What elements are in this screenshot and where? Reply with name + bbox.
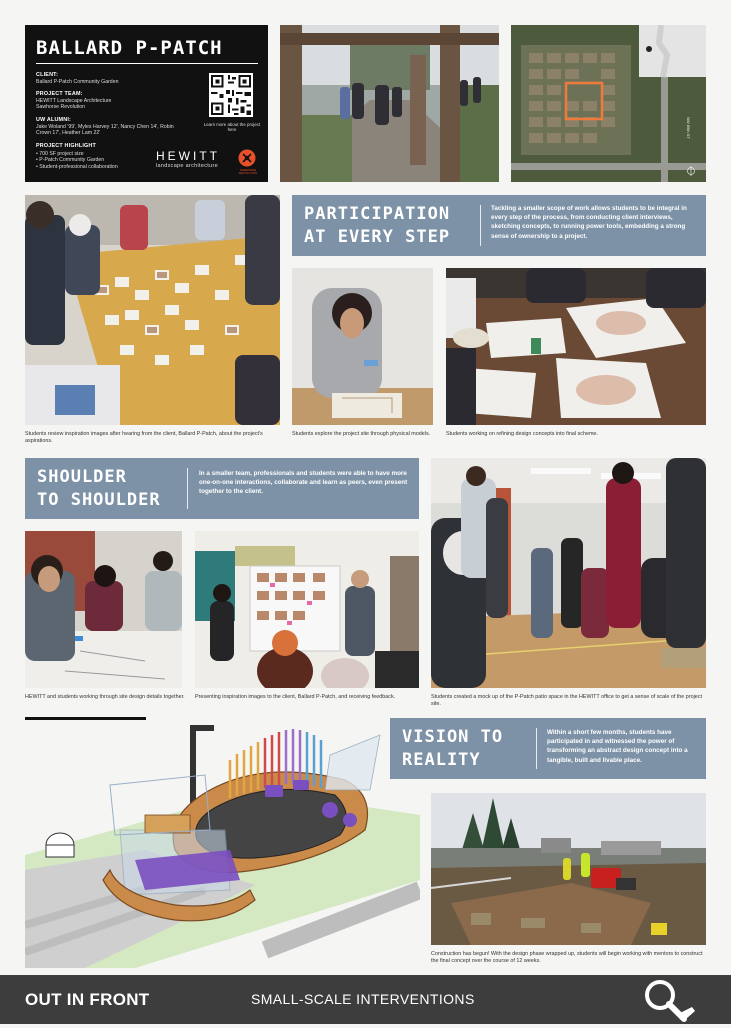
highlight-item: • 700 SF project size — [36, 151, 84, 157]
map-street-label: NW 85th ST — [686, 117, 691, 139]
footer-subcategory: SMALL-SCALE INTERVENTIONS — [251, 991, 475, 1007]
qr-code[interactable] — [209, 73, 253, 117]
caption-models: Students explore the project site through physical models. — [292, 431, 431, 437]
team-value: HEWITT Landscape Architecture Sawhorse Revolution — [36, 98, 112, 111]
title-block — [25, 25, 268, 182]
section-heading-shoulder: SHOULDER TO SHOULDER — [37, 467, 161, 510]
photo-physical-model — [292, 268, 433, 425]
photo-aerial-map — [511, 25, 706, 182]
photo-garden-arbor — [280, 25, 499, 182]
section-body-participation: Tackling a smaller scope of work allows students to be integral in every step of the process, from conducting client interviews, sketching concepts, to running power tools, embedding a strong sense of ownership to a project. — [491, 205, 687, 240]
band-divider — [536, 728, 537, 769]
poster-title: BALLARD P-PATCH — [36, 37, 223, 59]
band-divider — [480, 205, 481, 246]
section-body-shoulder: In a smaller team, professionals and students were able to have more one-on-one interactions, collaborate and learn as peers, even present together to the client. — [199, 470, 408, 496]
section-band-participation — [292, 195, 706, 256]
highlight-item: • P-Patch Community Garden — [36, 157, 105, 164]
caption-review: Students review inspiration images after hearing from the client, Ballard P-Patch, about the project's aspirations. — [25, 431, 263, 444]
photo-refining-concepts — [446, 268, 706, 425]
magnifier-hand-icon — [640, 977, 698, 1023]
sawhorse-logo-text: SAWHORSE REVOLUTION — [238, 168, 258, 176]
hewitt-logo: HEWITT — [156, 149, 220, 163]
hewitt-logo-subtitle: landscape architecture — [156, 163, 218, 169]
footer-category: OUT IN FRONT — [25, 990, 150, 1009]
photo-students-review-images — [25, 195, 280, 425]
caption-presenting: Presenting inspiration images to the client, Ballard P-Patch, and receiving feedback. — [195, 694, 396, 700]
section-band-vision — [390, 718, 706, 779]
sawhorse-revolution-icon — [238, 149, 256, 167]
caption-mockup: Students created a mock up of the P-Patch patio space in the HEWITT office to get a sense of scale of the project site. — [431, 694, 702, 707]
section-body-vision: Within a short few months, students have participated in and witnessed the power of transforming an abstract design concept into a tangible, built and livable place. — [547, 729, 688, 764]
highlight-item: • Student-professional collaboration — [36, 163, 118, 170]
client-label: CLIENT: — [36, 72, 59, 78]
team-label: PROJECT TEAM: — [36, 91, 83, 97]
photo-presenting-to-client — [195, 531, 419, 688]
title-rule — [36, 63, 258, 64]
photo-mockup-patio — [431, 458, 706, 688]
client-value: Ballard P-Patch Community Garden — [36, 79, 119, 85]
section-heading-participation: PARTICIPATION AT EVERY STEP — [304, 204, 451, 247]
band-divider — [187, 468, 188, 509]
caption-refining: Students working on refining design concepts into final scheme. — [446, 431, 598, 437]
alumni-label: UW ALUMNI: — [36, 117, 72, 123]
alumni-value: Jake Woland '99', Myles Harvey 12', Nancy Chen 14', Robin Crown 17', Heather Lam 22' — [36, 124, 174, 137]
caption-details: HEWITT and students working through site design details together. — [25, 694, 185, 700]
section-band-shoulder — [25, 458, 419, 519]
caption-construction: Construction has begun! With the design phase wrapped up, students will begin working with mentors to construct the final concept over the course of 12 weeks. — [431, 951, 703, 964]
photo-site-design-details — [25, 531, 182, 688]
concept-rendering — [25, 720, 420, 968]
section-heading-vision: VISION TO REALITY — [402, 727, 504, 770]
highlight-label: PROJECT HIGHLIGHT — [36, 143, 97, 149]
qr-caption: Learn more about the project here — [203, 122, 261, 133]
footer — [0, 975, 731, 1024]
photo-construction-begun — [431, 793, 706, 945]
